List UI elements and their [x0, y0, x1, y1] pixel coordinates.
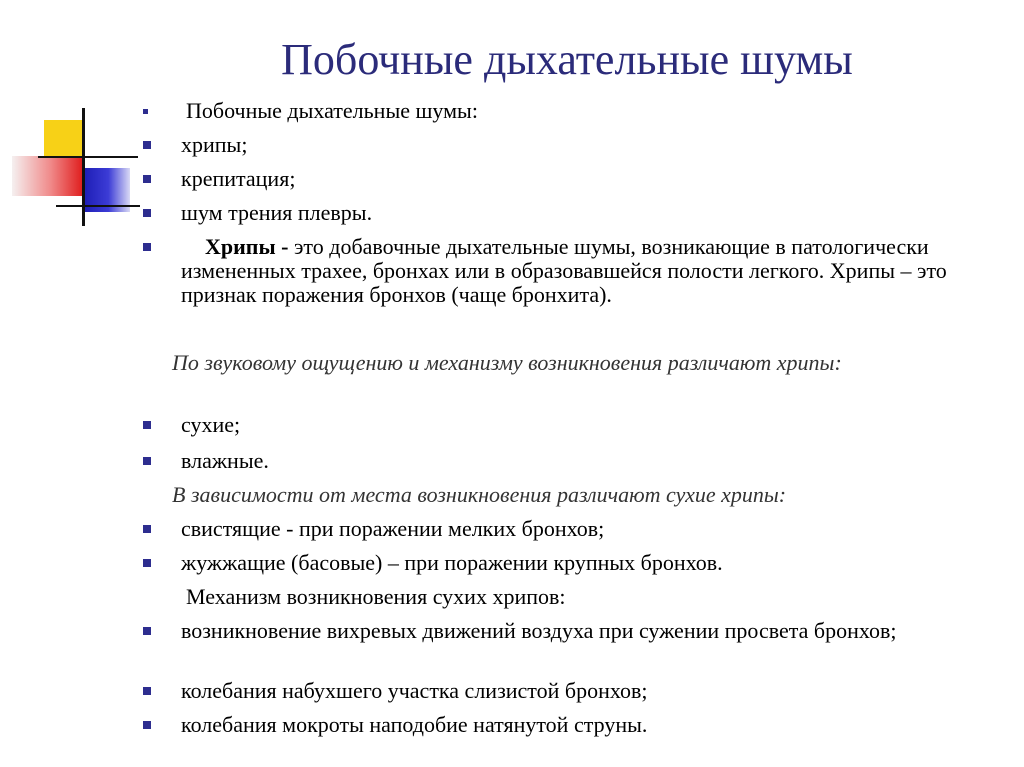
- list-item-text: возникновение вихревых движений воздуха при сужении просвета бронхов;: [181, 618, 897, 643]
- bullet-icon: [143, 243, 151, 251]
- yellow-square: [44, 120, 82, 158]
- mechanism-heading: Механизм возникновения сухих хрипов:: [186, 584, 566, 609]
- bullet-icon: [143, 141, 151, 149]
- list-item-text: колебания набухшего участка слизистой бронхов;: [181, 678, 648, 703]
- list-item-text: свистящие - при поражении мелких бронхов;: [181, 516, 605, 541]
- intro-text: Побочные дыхательные шумы:: [186, 98, 478, 123]
- bullet-icon: [143, 525, 151, 533]
- bullet-icon: [143, 457, 151, 465]
- red-gradient-block: [12, 156, 82, 196]
- bullet-icon: [143, 721, 151, 729]
- list-item-text: сухие;: [181, 412, 241, 437]
- bullet-icon: [143, 559, 151, 567]
- list-item-text: влажные.: [181, 448, 269, 473]
- horizontal-rule-bottom: [56, 205, 140, 207]
- bullet-icon: [143, 209, 151, 217]
- definition-text: [181, 235, 1001, 307]
- slide-title: Побочные дыхательные шумы: [281, 35, 853, 84]
- list-item-text: хрипы;: [181, 132, 248, 157]
- bullet-icon: [143, 421, 151, 429]
- bullet-icon: [143, 109, 148, 114]
- horizontal-rule-top: [38, 156, 138, 158]
- vertical-rule: [82, 108, 85, 226]
- bullet-icon: [143, 175, 151, 183]
- bullet-icon: [143, 627, 151, 635]
- italic-note: В зависимости от места возникновения различают сухие хрипы:: [172, 482, 787, 507]
- bullet-icon: [143, 687, 151, 695]
- italic-note: По звуковому ощущению и механизму возникновения различают хрипы:: [172, 350, 842, 375]
- list-item-text: крепитация;: [181, 166, 296, 191]
- list-item-text: жужжащие (басовые) – при поражении крупных бронхов.: [181, 550, 723, 575]
- definition-term: Хрипы -: [205, 234, 289, 259]
- list-item-text: шум трения плевры.: [181, 200, 373, 225]
- definition-body: это добавочные дыхательные шумы, возникающие в патологически измененных трахее, бронхах или в образовавшейся полости легкого. Хрипы – это признак поражения бронхов (чаще бронхита).: [181, 234, 947, 307]
- list-item-text: колебания мокроты наподобие натянутой струны.: [181, 712, 648, 737]
